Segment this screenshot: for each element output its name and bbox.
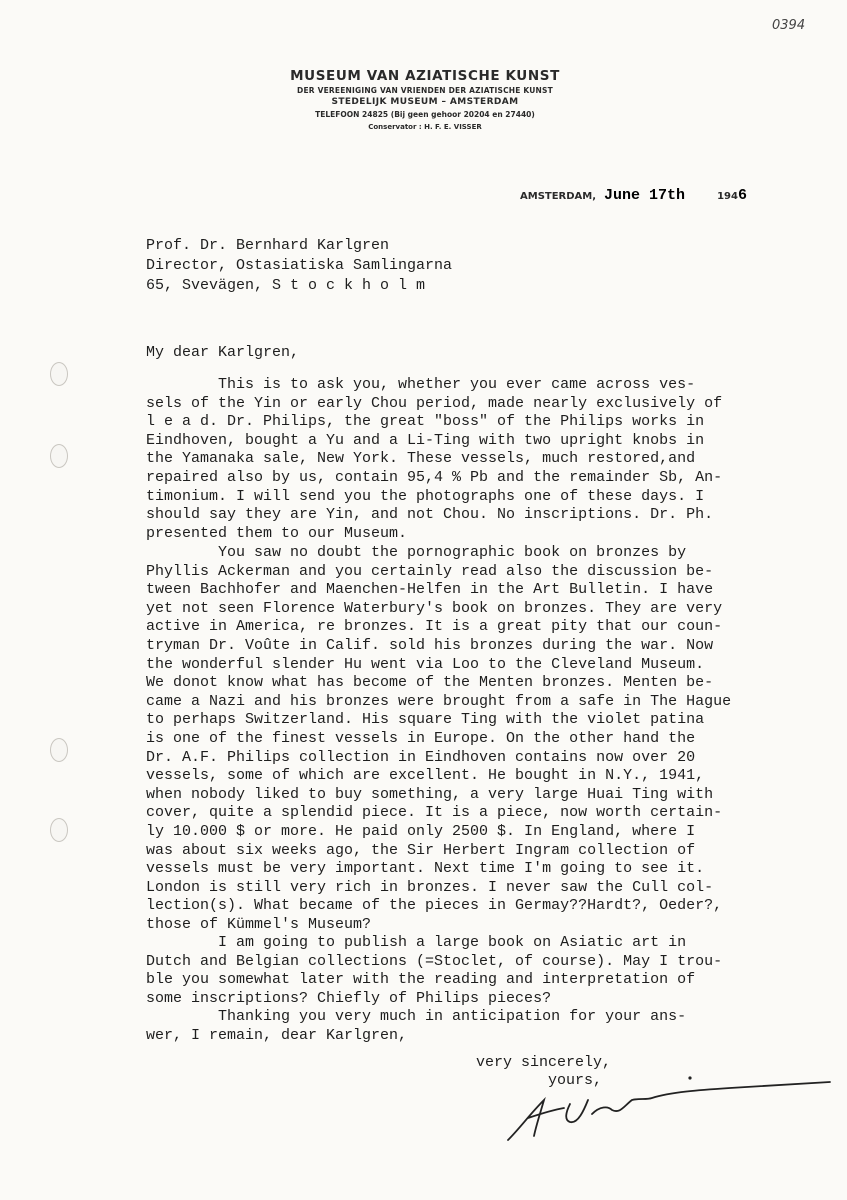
text-line: I am going to publish a large book on Asiatic art in: [146, 934, 687, 951]
address-line: Prof. Dr. Bernhard Karlgren: [146, 237, 390, 254]
text-line: tween Bachhofer and Maenchen-Helfen in the Art Bulletin. I have: [146, 581, 714, 599]
society-name: DER VEREENIGING VAN VRIENDEN DER AZIATISCHE KUNST: [297, 86, 553, 95]
text-line: should say they are Yin, and not Chou. No inscriptions. Dr. Ph.: [146, 506, 714, 524]
text-line: sels of the Yin or early Chou period, made nearly exclusively of: [146, 394, 723, 412]
text-line: cover, quite a splendid piece. It is a piece, now worth certain-: [146, 804, 723, 822]
telephone-line: TELEFOON 24825 (Bij geen gehoor 20204 en 27440): [315, 110, 535, 119]
address-line: 65, Svevägen, S t o c k h o l m: [146, 277, 426, 294]
text-line: to perhaps Switzerland. His square Ting with the violet patina: [146, 711, 705, 729]
museum-location: STEDELIJK MUSEUM – AMSTERDAM: [331, 97, 519, 107]
text-line: some inscriptions? Chiefly of Philips pieces?: [146, 989, 552, 1007]
recipient-address: [146, 236, 452, 296]
text-line: the Yamanaka sale, New York. These vessels, much restored,and: [146, 450, 696, 468]
text-line: those of Kümmel's Museum?: [146, 915, 372, 933]
text-line: ble you somewhat later with the reading and interpretation of: [146, 971, 696, 989]
text-line: Eindhoven, bought a Yu and a Li-Ting with two upright knobs in: [146, 431, 705, 449]
text-line: lection(s). What became of the pieces in Germay??Hardt?, Oeder?,: [146, 897, 723, 915]
text-line: repaired also by us, contain 95,4 % Pb and the remainder Sb, An-: [146, 468, 723, 486]
conservator-line: Conservator : H. F. E. VISSER: [368, 123, 482, 131]
dateline-city: AMSTERDAM,: [520, 191, 597, 202]
dateline-date: June 17th: [604, 187, 686, 204]
punch-hole: [50, 444, 68, 468]
text-line: the wonderful slender Hu went via Loo to the Cleveland Museum.: [146, 655, 705, 673]
text-line: Thanking you very much in anticipation for your ans-: [146, 1008, 687, 1025]
text-line: l e a d. Dr. Philips, the great "boss" of the Philips works in: [146, 413, 705, 431]
text-line: presented them to our Museum.: [146, 524, 408, 542]
museum-title: MUSEUM VAN AZIATISCHE KUNST: [290, 68, 560, 84]
text-line: This is to ask you, whether you ever came across ves-: [146, 376, 696, 393]
paragraph-1: [146, 376, 722, 543]
text-line: Phyllis Ackerman and you certainly read also the discussion be-: [146, 562, 714, 580]
text-line: London is still very rich in bronzes. I never saw the Cull col-: [146, 878, 714, 896]
text-line: You saw no doubt the pornographic book on bronzes by: [146, 544, 687, 561]
text-line: Dutch and Belgian collections (=Stoclet, of course). May I trou-: [146, 952, 723, 970]
text-line: ly 10.000 $ or more. He paid only 2500 $. In England, where I: [146, 822, 696, 840]
text-line: vessels, some of which are excellent. He bought in N.Y., 1941,: [146, 767, 705, 785]
text-line: vessels must be very important. Next time I'm going to see it.: [146, 860, 705, 878]
paragraph-3: [146, 934, 722, 1008]
punch-hole: [50, 818, 68, 842]
dateline-year-prefix: 194: [717, 191, 738, 202]
text-line: tryman Dr. Voûte in Calif. sold his bronzes during the war. Now: [146, 636, 714, 654]
text-line: yet not seen Florence Waterbury's book on bronzes. They are very: [146, 599, 723, 617]
text-line: came a Nazi and his bronzes were brought from a safe in The Hague: [146, 692, 732, 710]
text-line: timonium. I will send you the photographs one of these days. I: [146, 487, 705, 505]
paragraph-2: [146, 544, 731, 934]
closing-line: very sincerely,: [476, 1054, 612, 1071]
handwritten-signature: [500, 1070, 835, 1150]
dateline: [520, 186, 747, 204]
text-line: wer, I remain, dear Karlgren,: [146, 1026, 408, 1044]
paragraph-4: [146, 1008, 686, 1045]
text-line: when nobody liked to buy something, a very large Huai Ting with: [146, 785, 714, 803]
text-line: Dr. A.F. Philips collection in Eindhoven contains now over 20: [146, 748, 696, 766]
letterhead: [230, 68, 620, 131]
salutation: My dear Karlgren,: [146, 344, 300, 361]
text-line: was about six weeks ago, the Sir Herbert Ingram collection of: [146, 841, 696, 859]
text-line: active in America, re bronzes. It is a great pity that our coun-: [146, 618, 723, 636]
archive-number: 0394: [772, 18, 806, 33]
punch-hole: [50, 738, 68, 762]
closing-line: yours,: [476, 1072, 603, 1089]
text-line: We donot know what has become of the Menten bronzes. Menten be-: [146, 674, 714, 692]
text-line: is one of the finest vessels in Europe. On the other hand the: [146, 729, 696, 747]
dateline-year-digit: 6: [737, 187, 747, 204]
address-line: Director, Ostasiatiska Samlingarna: [146, 257, 453, 274]
punch-hole: [50, 362, 68, 386]
